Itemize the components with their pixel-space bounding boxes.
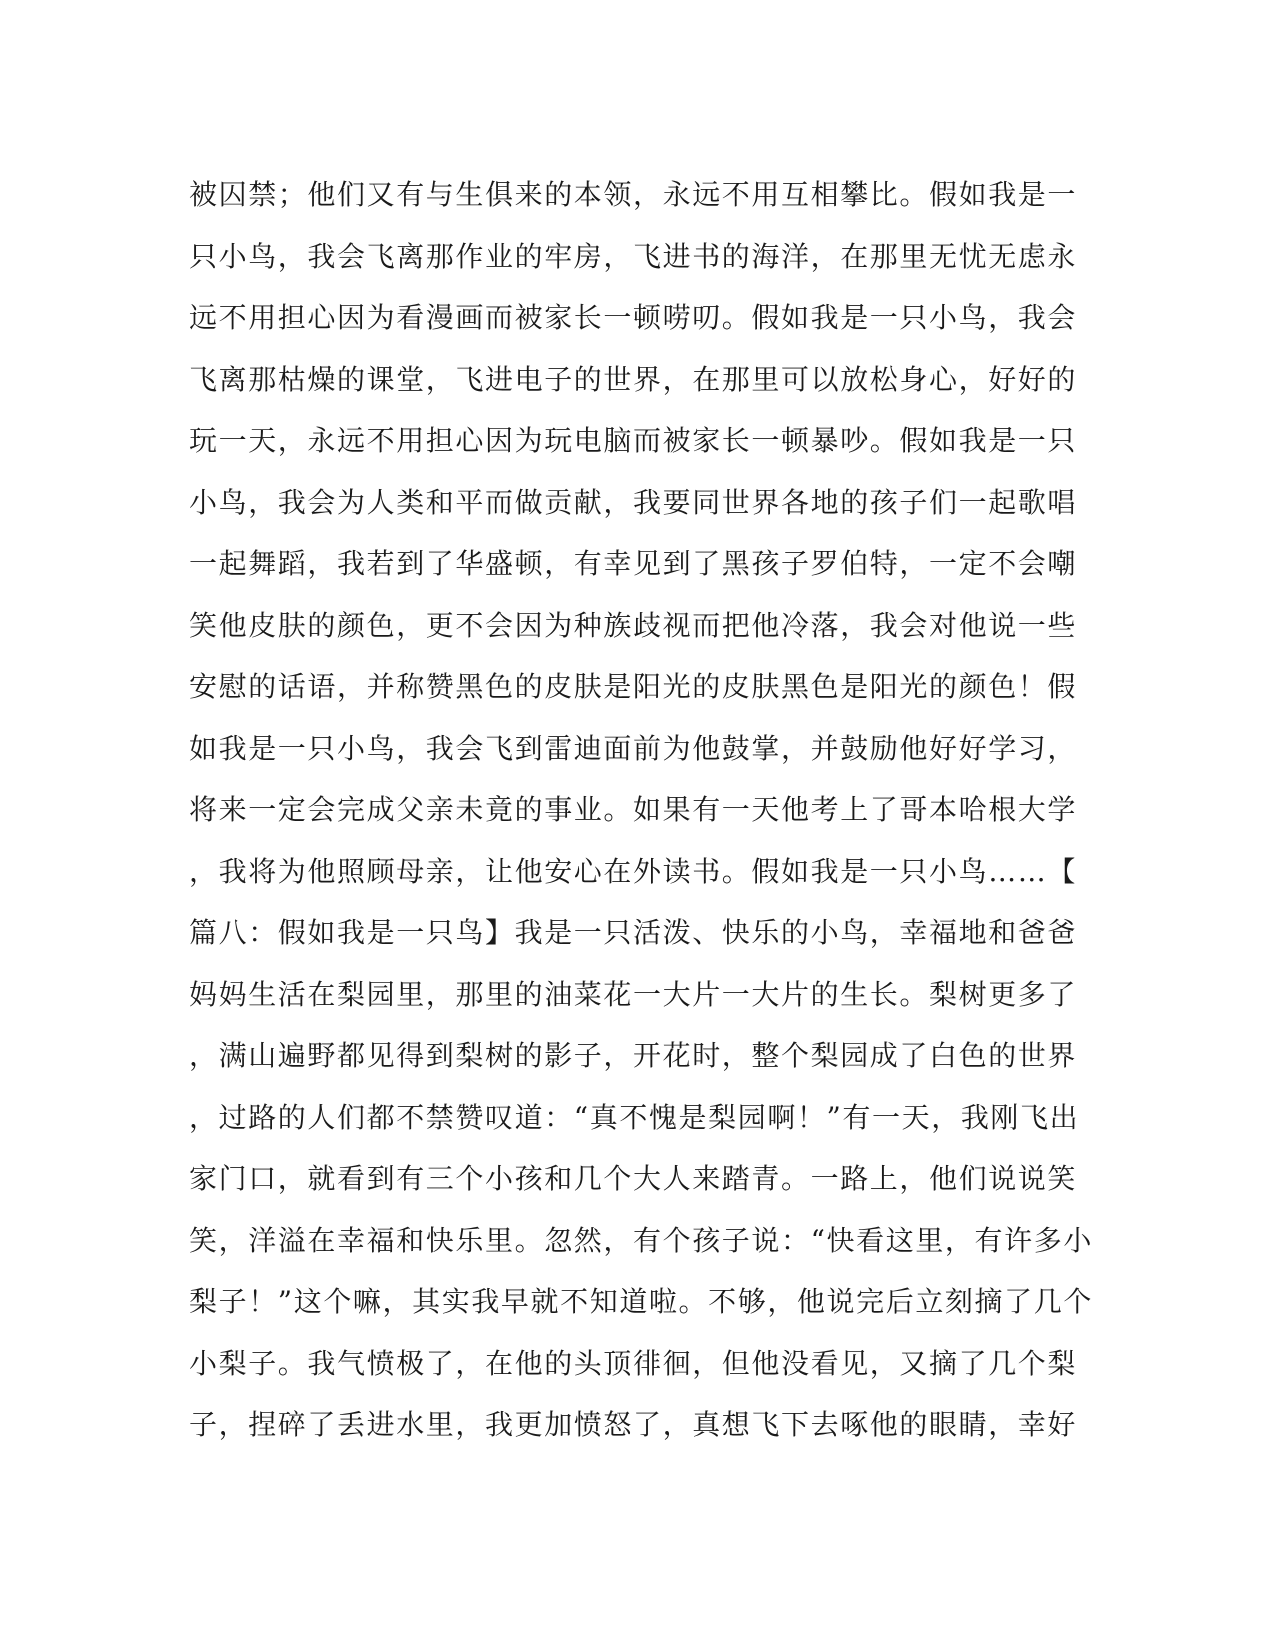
body-text <box>189 164 1093 1456</box>
text-line: 被囚禁；他们又有与生俱来的本领，永远不用互相攀比。假如我是一 <box>189 178 1078 211</box>
text-line: 远不用担心因为看漫画而被家长一顿唠叨。假如我是一只小鸟，我会 <box>189 301 1078 334</box>
text-line: 妈妈生活在梨园里，那里的油菜花一大片一大片的生长。梨树更多了 <box>189 977 1078 1011</box>
text-line: 只小鸟，我会飞离那作业的牢房，飞进书的海洋，在那里无忧无虑永 <box>189 239 1078 273</box>
text-line: ，我将为他照顾母亲，让他安心在外读书。假如我是一只小鸟……【 <box>189 854 1078 888</box>
text-line: 小鸟，我会为人类和平而做贡献，我要同世界各地的孩子们一起歌唱 <box>189 485 1078 519</box>
text-line: 笑他皮肤的颜色，更不会因为种族歧视而把他冷落，我会对他说一些 <box>189 608 1078 642</box>
text-line: ，满山遍野都见得到梨树的影子，开花时，整个梨园成了白色的世界 <box>189 1039 1078 1072</box>
text-line: 梨子！”这个嘛，其实我早就不知道啦。不够，他说完后立刻摘了几个 <box>189 1285 1093 1318</box>
text-line: 笑，洋溢在幸福和快乐里。忽然，有个孩子说：“快看这里，有许多小 <box>189 1223 1093 1257</box>
text-line: 玩一天，永远不用担心因为玩电脑而被家长一顿暴吵。假如我是一只 <box>189 424 1078 457</box>
text-line: 子，捏碎了丢进水里，我更加愤怒了，真想飞下去啄他的眼睛，幸好 <box>189 1408 1078 1441</box>
text-line: ，过路的人们都不禁赞叹道：“真不愧是梨园啊！”有一天，我刚飞出 <box>189 1100 1080 1134</box>
text-line: 篇八：假如我是一只鸟】我是一只活泼、快乐的小鸟，幸福地和爸爸 <box>189 916 1078 949</box>
text-line: 小梨子。我气愤极了，在他的头顶徘徊，但他没看见，又摘了几个梨 <box>189 1346 1078 1380</box>
text-line: 安慰的话语，并称赞黑色的皮肤是阳光的皮肤黑色是阳光的颜色！假 <box>189 670 1078 703</box>
text-line: 家门口，就看到有三个小孩和几个大人来踏青。一路上，他们说说笑 <box>189 1162 1078 1195</box>
text-line: 一起舞蹈，我若到了华盛顿，有幸见到了黑孩子罗伯特，一定不会嘲 <box>189 547 1078 580</box>
text-line: 将来一定会完成父亲未竟的事业。如果有一天他考上了哥本哈根大学 <box>189 793 1078 826</box>
text-line: 如我是一只小鸟，我会飞到雷迪面前为他鼓掌，并鼓励他好好学习， <box>189 731 1078 765</box>
text-line: 飞离那枯燥的课堂，飞进电子的世界，在那里可以放松身心，好好的 <box>189 362 1078 396</box>
